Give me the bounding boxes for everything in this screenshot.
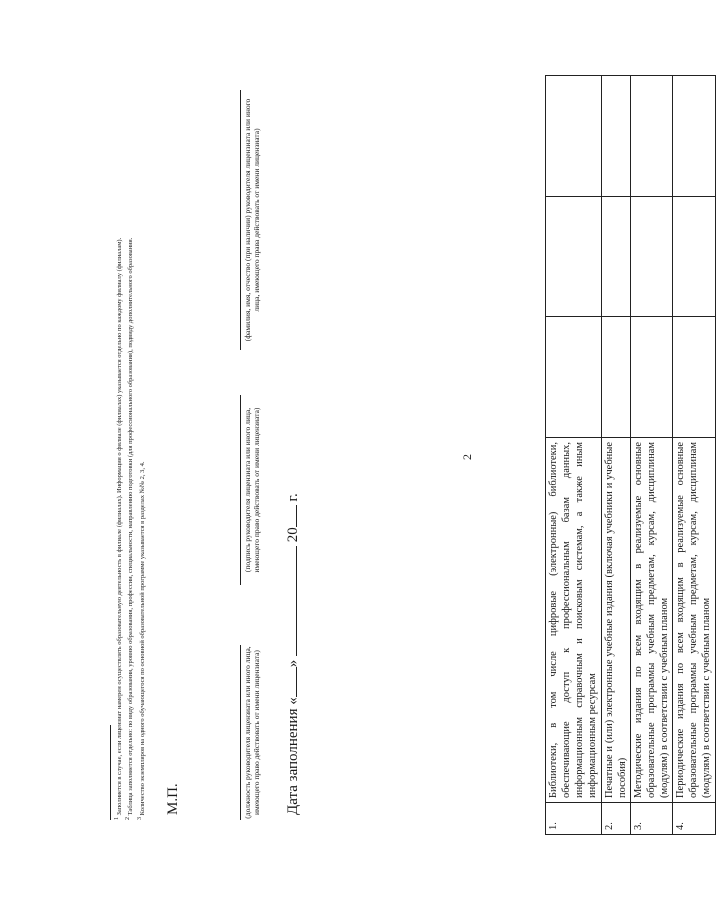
table-row [630, 76, 672, 835]
table-cell [673, 196, 715, 317]
footnote-text: Таблица заполняется отдельно: по виду образования, уровню образования, профессии, специальности, направлению подготовки (для профессионального образования), подвиду дополнительного образования. [127, 237, 135, 816]
table-cell [630, 317, 672, 438]
row-description: Печатные и (или) электронные учебные издания (включая учебники и учебные пособия) [601, 437, 630, 802]
position-caption: (должность руководителя лицензиата или иного лица, имеющего право действовать от имени лицензиата) [240, 645, 262, 820]
table-cell [601, 196, 630, 317]
table-cell [630, 76, 672, 197]
footnote-mark: 2 [125, 817, 132, 820]
day-blank [296, 667, 297, 697]
year-blank [296, 505, 297, 527]
table-cell [546, 76, 602, 197]
close-quote: » [285, 659, 301, 668]
footnote-text: Заполняется в случае, если лицензиат намерен осуществлять образовательную деятельность в филиале (филиалах). Информация о филиале (филиалах) указывается отдельно по каждому филиалу (филиалам). [116, 237, 124, 816]
open-quote: « [285, 697, 301, 705]
row-number: 4. [673, 803, 715, 835]
row-description: Библиотеки, в том числе цифровые (электронные) библиотеки, обеспечивающие доступ к профессиональным базам данных, информационным справочным и поисковым системам, а также иным информационным ресурсам [546, 437, 602, 802]
footnote [136, 60, 147, 820]
fill-date-label: Дата заполнения [285, 708, 301, 815]
row-number: 1. [546, 803, 602, 835]
table-cell [601, 76, 630, 197]
year-suffix: г. [285, 493, 301, 502]
resources-table [545, 75, 716, 835]
footnote-divider [110, 725, 111, 820]
table-cell [630, 196, 672, 317]
table-cell [601, 317, 630, 438]
table-cell [673, 76, 715, 197]
year-prefix: 20 [285, 527, 301, 543]
row-number: 2. [601, 803, 630, 835]
table-cell [546, 196, 602, 317]
signature-caption: (подпись руководителя лицензиата или иного лица, имеющего право действовать от имени лицензиата) [240, 395, 262, 585]
footnote-text: Количество экземпляров на одного обучающегося по основной образовательной программе указывается в разделах №№ 2, 3, 4. [138, 461, 146, 816]
footnote [124, 60, 135, 820]
footnote [113, 60, 124, 820]
footnotes [113, 60, 147, 820]
table-row [546, 76, 602, 835]
table-cell [546, 317, 602, 438]
stamp-place: М.П. [165, 783, 181, 815]
table-row [673, 76, 715, 835]
page-number: 2 [460, 454, 474, 460]
footnote-mark: 3 [136, 817, 143, 820]
fill-date-line [285, 493, 302, 815]
row-number: 3. [630, 803, 672, 835]
month-blank [296, 546, 297, 656]
table-cell [673, 317, 715, 438]
full-name-caption: (фамилия, имя, отчество (при наличии) руководителя лицензиата или иного лица, имеющего права действовать от имени лицензиата) [240, 90, 262, 350]
table-row [601, 76, 630, 835]
row-description: Методические издания по всем входящим в реализуемые основные образовательные программы учебным предметам, курсам, дисциплинам (модулям) в соответствии с учебным планом [630, 437, 672, 802]
row-description: Периодические издания по всем входящим в реализуемые основные образовательные программы учебным предметам, курсам, дисциплинам (модулям) в соответствии с учебным планом [673, 437, 715, 802]
footnote-mark: 1 [114, 817, 120, 820]
